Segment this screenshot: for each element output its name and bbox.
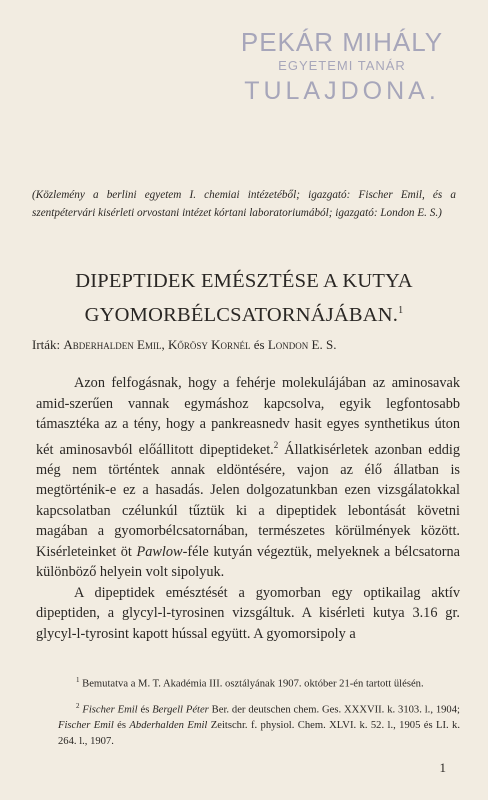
title-text: DIPEPTIDEK EMÉSZTÉSE A KUTYA GYOMORBÉLCSATORNÁJÁBAN. — [75, 270, 413, 326]
authors-sep: , — [161, 337, 168, 352]
footnote-1 — [58, 673, 460, 692]
p1-footnote-ref: 2 — [273, 439, 279, 450]
fn2-name-1: Fischer Emil — [82, 704, 138, 716]
fn2-text-3: és — [113, 720, 130, 732]
fn2-text-4: Zeitschr. f. physiol. Chem. XLVI. k. 52. l., 1905 és LI. k. 264. l., 1907. — [58, 720, 460, 747]
author-2: Kőrösy Kornél — [167, 337, 251, 352]
footnotes — [58, 673, 460, 756]
stamp-line-3: TULAJDONA. — [244, 77, 440, 105]
authors-prefix: Irták: — [32, 337, 64, 352]
footnote-2-mark: 2 — [76, 702, 80, 711]
fn2-text-2: Ber. der deutschen chem. Ges. XXXVII. k. 3103. l., 1904; — [208, 704, 460, 716]
p1-part-c: -féle kutyán végeztük, melyeknek a bélcsatorna különböző helyein volt sipolyuk. — [36, 543, 460, 581]
page-number: 1 — [439, 760, 446, 775]
stamp-line-2: EGYETEMI TANÁR — [278, 58, 406, 73]
fn2-text-1: és — [137, 704, 153, 716]
fn2-name-4: Abderhalden Emil — [129, 720, 208, 732]
article-title — [18, 266, 470, 330]
author-3: London E. S. — [267, 337, 337, 352]
ownership-stamp — [222, 26, 462, 108]
fn2-name-2: Bergell Péter — [152, 704, 209, 716]
p1-part-a: Azon felfogásnak, hogy a fehérje molekulájában az aminosavak amid-szerűen vannak egymáshoz kapcsolva, egyik legfontosabb támasztéka az a tény, hogy a pankreasnedv hasit egyes synthetikus úton két aminosavból előállitott dipeptideket. — [36, 375, 460, 458]
body-text — [36, 373, 460, 644]
paragraph-2: A dipeptidek emésztését a gyomorban egy optikailag aktív dipeptiden, a glycyl-l-tyrosinen vizsgáltuk. A kisérleti kutya 3.16 gr. glycyl-l-tyrosint kapott hússal együtt. A gyomorsipoly a — [36, 584, 460, 642]
paragraph-1 — [36, 373, 460, 583]
p1-part-b: Állatkisérletek azonban eddig még nem történtek annak eldöntésére, vajon az élő állatban is megtörténik-e ez a hasadás. Jelen dolgozatunkban ezen vizsgálatokkal kapcsolatban czélunkúl tűztük ki a dipeptidek lebontását követni magában a gyomorbélcsatornában, természetes körülmények között. Kisérleteinket öt — [36, 441, 460, 560]
footnote-1-mark: 1 — [76, 676, 80, 684]
footnote-1-text: Bemutatva a M. T. Akadémia III. osztályának 1907. október 21-én tartott ülésén. — [79, 678, 424, 690]
p1-name-pawlow: Pawlow — [136, 543, 183, 560]
stamp-line-1: PEKÁR MIHÁLY — [240, 27, 444, 57]
footnote-2 — [58, 699, 460, 749]
authors-conj: és — [250, 337, 268, 352]
author-line — [32, 336, 472, 354]
source-note: (Közlemény a berlini egyetem I. chemiai intézetéből; igazgató: Fischer Emil, és a szentpétervári kisérleti orvostani intézet kórtani laboratoriumából; igazgató: London E. S.) — [32, 189, 456, 219]
author-1: Abderhalden Emil — [63, 337, 162, 352]
title-footnote-mark: 1 — [398, 305, 404, 316]
fn2-name-3: Fischer Emil — [58, 720, 114, 732]
